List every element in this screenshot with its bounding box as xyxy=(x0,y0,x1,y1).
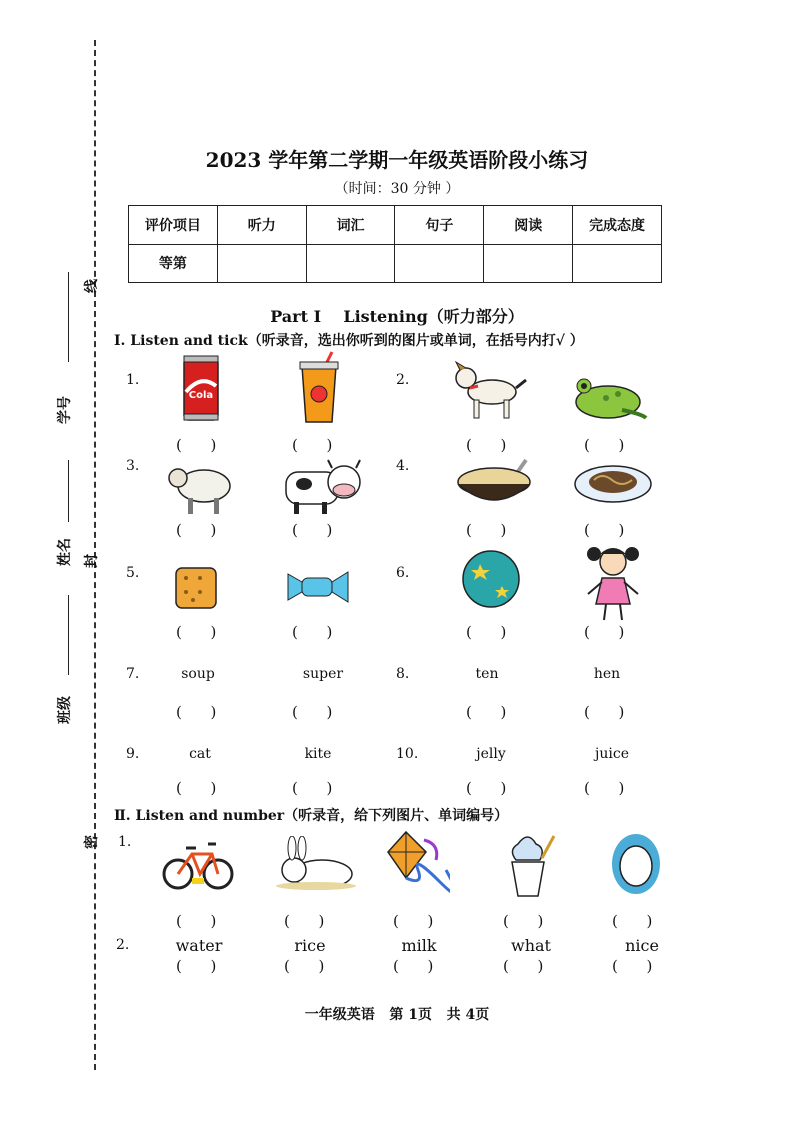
answer-blank[interactable]: ( ) xyxy=(584,779,625,797)
word-option: hen xyxy=(593,666,621,682)
answer-blank[interactable]: ( ) xyxy=(584,436,625,454)
grade-cell[interactable] xyxy=(306,244,395,283)
answer-blank[interactable]: ( ) xyxy=(176,957,217,975)
score-header-cell: 听力 xyxy=(217,206,306,245)
score-header-cell: 句子 xyxy=(395,206,484,245)
word-option: super xyxy=(302,666,344,682)
answer-blank[interactable]: ( ) xyxy=(466,436,507,454)
bicycle-icon xyxy=(162,834,234,892)
noodles-plate-icon xyxy=(572,458,654,506)
egg-icon xyxy=(606,830,668,896)
word-option: ten xyxy=(475,666,499,682)
word-option: jelly xyxy=(476,746,506,762)
word-option: water xyxy=(175,936,223,955)
word-option: soup xyxy=(181,666,215,682)
section2-heading: Ⅱ. Listen and number（听录音，给下列图片、单词编号） xyxy=(114,808,509,824)
doll-icon xyxy=(584,544,642,624)
page-footer: 一年级英语 第 1页 共 4页 xyxy=(304,1007,490,1023)
answer-blank[interactable]: ( ) xyxy=(584,521,625,539)
item-number: 3. xyxy=(126,458,140,474)
ice-cream-icon xyxy=(500,830,560,900)
juice-cup-icon xyxy=(294,350,344,426)
answer-blank[interactable]: ( ) xyxy=(292,436,333,454)
binding-seal-label: 封 xyxy=(84,554,100,568)
answer-blank[interactable]: ( ) xyxy=(503,957,544,975)
section1-heading: Ⅰ. Listen and tick（听录音，选出你听到的图片或单词，在括号内打√ ） xyxy=(114,333,584,349)
answer-blank[interactable]: ( ) xyxy=(584,623,625,641)
binding-secret-label: 密 xyxy=(84,835,100,849)
class-field-line[interactable] xyxy=(68,595,69,675)
answer-blank[interactable]: ( ) xyxy=(176,703,217,721)
word-option: what xyxy=(511,936,551,955)
answer-blank[interactable]: ( ) xyxy=(612,957,653,975)
soup-bowl-icon xyxy=(454,456,534,514)
binding-line-label: 线 xyxy=(84,279,100,293)
svg-text:Cola: Cola xyxy=(188,390,214,401)
item-number: 6. xyxy=(396,565,410,581)
score-header-cell: 词汇 xyxy=(306,206,395,245)
item-number: 4. xyxy=(396,458,410,474)
item-number: 1. xyxy=(126,372,140,388)
score-header-cell: 阅读 xyxy=(484,206,573,245)
name-field-line[interactable] xyxy=(68,460,69,522)
cow-icon xyxy=(280,456,368,520)
answer-blank[interactable]: ( ) xyxy=(284,912,325,930)
score-header-cell: 完成态度 xyxy=(573,206,662,245)
score-table-grade-row xyxy=(129,244,662,283)
answer-blank[interactable]: ( ) xyxy=(612,912,653,930)
answer-blank[interactable]: ( ) xyxy=(176,623,217,641)
part1-title: Part Ⅰ Listening（听力部分） xyxy=(270,307,524,326)
score-header-cell: 评价项目 xyxy=(129,206,218,245)
ball-icon xyxy=(460,548,522,610)
answer-blank[interactable]: ( ) xyxy=(584,703,625,721)
grade-row-label: 等第 xyxy=(129,244,218,283)
word-option: juice xyxy=(595,746,629,762)
time-note: （时间：30 分钟 ） xyxy=(334,181,460,197)
item-number: 7. xyxy=(126,666,140,682)
answer-blank[interactable]: ( ) xyxy=(292,703,333,721)
grade-cell[interactable] xyxy=(395,244,484,283)
answer-blank[interactable]: ( ) xyxy=(284,957,325,975)
answer-blank[interactable]: ( ) xyxy=(466,779,507,797)
word-option: kite xyxy=(304,746,332,762)
page-title: 2023 学年第二学期一年级英语阶段小练习 xyxy=(205,148,589,172)
score-table-header-row xyxy=(129,206,662,245)
biscuit-icon xyxy=(170,562,222,614)
answer-blank[interactable]: ( ) xyxy=(176,521,217,539)
score-table xyxy=(128,205,662,283)
answer-blank[interactable]: ( ) xyxy=(176,912,217,930)
cola-can-icon xyxy=(176,352,226,426)
kite-icon xyxy=(384,830,450,896)
class-label: 班级 xyxy=(57,696,73,724)
name-label: 姓名 xyxy=(57,538,73,566)
word-option: rice xyxy=(294,936,326,955)
answer-blank[interactable]: ( ) xyxy=(292,779,333,797)
student-no-label: 学号 xyxy=(57,396,73,424)
item-number: 2. xyxy=(396,372,410,388)
word-option: nice xyxy=(625,936,659,955)
item-number: 5. xyxy=(126,565,140,581)
answer-blank[interactable]: ( ) xyxy=(292,521,333,539)
answer-blank[interactable]: ( ) xyxy=(393,912,434,930)
sheep-icon xyxy=(164,458,238,518)
rabbit-icon xyxy=(272,836,358,892)
item-number: 8. xyxy=(396,666,410,682)
candy-icon xyxy=(286,566,350,608)
answer-blank[interactable]: ( ) xyxy=(176,436,217,454)
item-number: 2. xyxy=(116,937,130,953)
answer-blank[interactable]: ( ) xyxy=(393,957,434,975)
answer-blank[interactable]: ( ) xyxy=(466,521,507,539)
item-number: 10. xyxy=(396,746,419,762)
grade-cell[interactable] xyxy=(573,244,662,283)
word-option: milk xyxy=(401,936,437,955)
answer-blank[interactable]: ( ) xyxy=(503,912,544,930)
answer-blank[interactable]: ( ) xyxy=(176,779,217,797)
grade-cell[interactable] xyxy=(217,244,306,283)
grade-cell[interactable] xyxy=(484,244,573,283)
answer-blank[interactable]: ( ) xyxy=(466,703,507,721)
item-number: 9. xyxy=(126,746,140,762)
dog-icon xyxy=(448,360,530,422)
answer-blank[interactable]: ( ) xyxy=(466,623,507,641)
item-number: 1. xyxy=(118,834,132,850)
answer-blank[interactable]: ( ) xyxy=(292,623,333,641)
word-option: cat xyxy=(189,746,211,762)
frog-icon xyxy=(566,370,652,424)
